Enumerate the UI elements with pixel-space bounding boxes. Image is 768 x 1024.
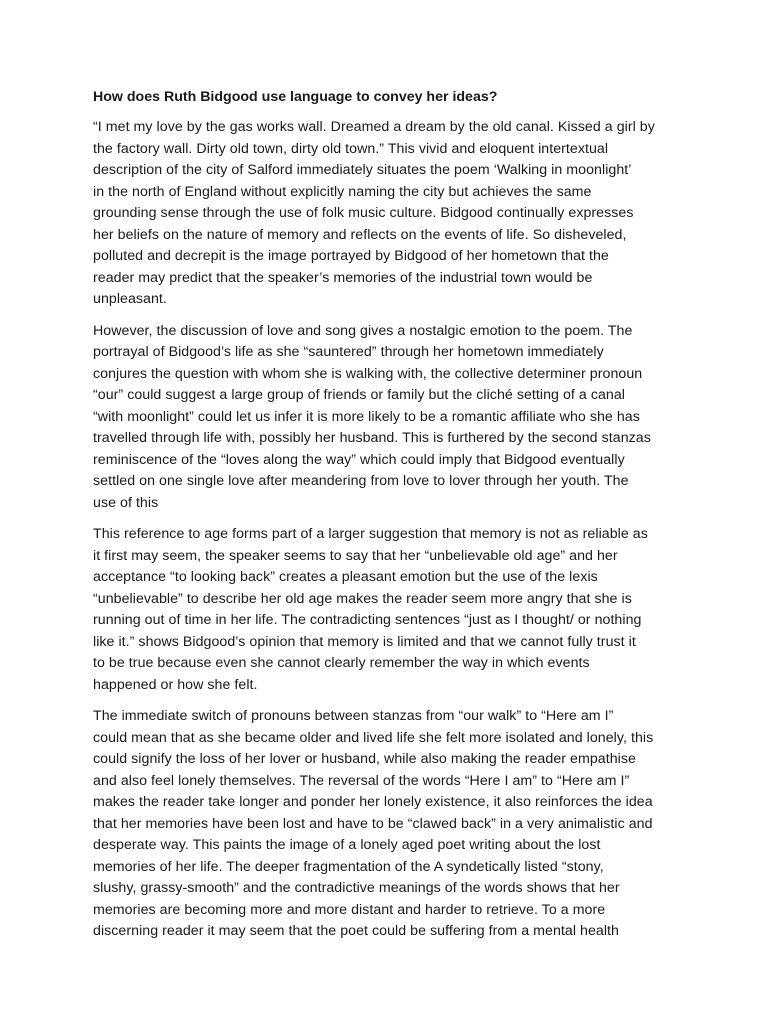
text-line: her beliefs on the nature of memory and reflects on the events of life. So disheveled, (93, 226, 627, 243)
text-line: use of this (93, 494, 159, 511)
text-line: reader may predict that the speaker’s memories of the industrial town would be (93, 269, 593, 286)
text-line: slushy, grassy-smooth” and the contradictive meanings of the words shows that her (93, 880, 620, 896)
text-line: could signify the loss of her lover or husband, while also making the reader empathise (93, 751, 636, 767)
text-line: “our” could suggest a large group of friends or family but the cliché setting of a canal (93, 387, 625, 403)
text-line: unpleasant. (93, 291, 167, 307)
text-line: desperate way. This paints the image of a lonely aged poet writing about the lost (93, 837, 601, 853)
text-line: to be true because even she cannot clearly remember the way in which events (93, 655, 590, 671)
text-line: polluted and decrepit is the image portrayed by Bidgood of her hometown that the (93, 248, 609, 264)
text-line: This reference to age forms part of a larger suggestion that memory is not as reliable as (93, 526, 648, 542)
text-line: However, the discussion of love and song gives a nostalgic emotion to the poem. The (93, 322, 633, 339)
text-line: that her memories have been lost and have to be “clawed back” in a very animalistic and (93, 815, 653, 832)
text-line: memories of her life. The deeper fragmentation of the A syndetically listed “stony, (93, 858, 604, 875)
paragraph (93, 117, 683, 311)
text-line: the factory wall. Dirty old town, dirty old town.” This vivid and eloquent intertextual (93, 140, 609, 157)
text-line: memories are becoming more and more distant and harder to retrieve. To a more (93, 901, 606, 918)
text-line: grounding sense through the use of folk music culture. Bidgood continually expresses (93, 205, 634, 221)
text-line: “I met my love by the gas works wall. Dreamed a dream by the old canal. Kissed a girl by (93, 119, 655, 135)
text-line: could mean that as she became older and lived life she felt more isolated and lonely, this (93, 729, 654, 746)
text-line: it first may seem, the speaker seems to say that her “unbelievable old age” and her (93, 547, 618, 564)
document-body (93, 117, 683, 943)
text-line: The immediate switch of pronouns between stanzas from “our walk” to “Here am I” (93, 708, 614, 724)
text-line: running out of time in her life. The contradicting sentences “just as I thought/ or nothing (93, 612, 642, 628)
text-line: and also feel lonely themselves. The reversal of the words “Here I am” to “Here am I” (93, 772, 630, 789)
text-line: “with moonlight” could let us infer it is more likely to be a romantic affiliate who she has (93, 408, 640, 425)
text-line: like it.” shows Bidgood’s opinion that memory is limited and that we cannot fully trust it (93, 633, 636, 650)
text-line: “unbelievable” to describe her old age makes the reader seem more angry that she is (93, 590, 632, 607)
text-line: travelled through life with, possibly her husband. This is furthered by the second stanzas (93, 430, 651, 446)
paragraph (93, 706, 683, 943)
text-line: conjures the question with whom she is walking with, the collective determiner pronoun (93, 365, 643, 382)
text-line: description of the city of Salford immediately situates the poem ‘Walking in moonlight’ (93, 162, 632, 178)
text-line: discerning reader it may seem that the poet could be suffering from a mental health (93, 923, 619, 939)
document-page (93, 86, 683, 953)
text-line: makes the reader take longer and ponder her lonely existence, it also reinforces the idea (93, 794, 653, 810)
text-line: in the north of England without explicitly naming the city but achieves the same (93, 183, 592, 200)
text-line: settled on one single love after meandering from love to lover through her youth. The (93, 473, 629, 489)
text-line: reminiscence of the “loves along the way” which could imply that Bidgood eventually (93, 451, 625, 468)
paragraph (93, 524, 683, 696)
paragraph (93, 321, 683, 515)
text-line: acceptance “to looking back” creates a pleasant emotion but the use of the lexis (93, 569, 598, 585)
text-line: portrayal of Bidgood’s life as she “sauntered” through her hometown immediately (93, 344, 604, 360)
text-line: happened or how she felt. (93, 676, 258, 693)
document-title: How does Ruth Bidgood use language to convey her ideas? (93, 89, 498, 105)
